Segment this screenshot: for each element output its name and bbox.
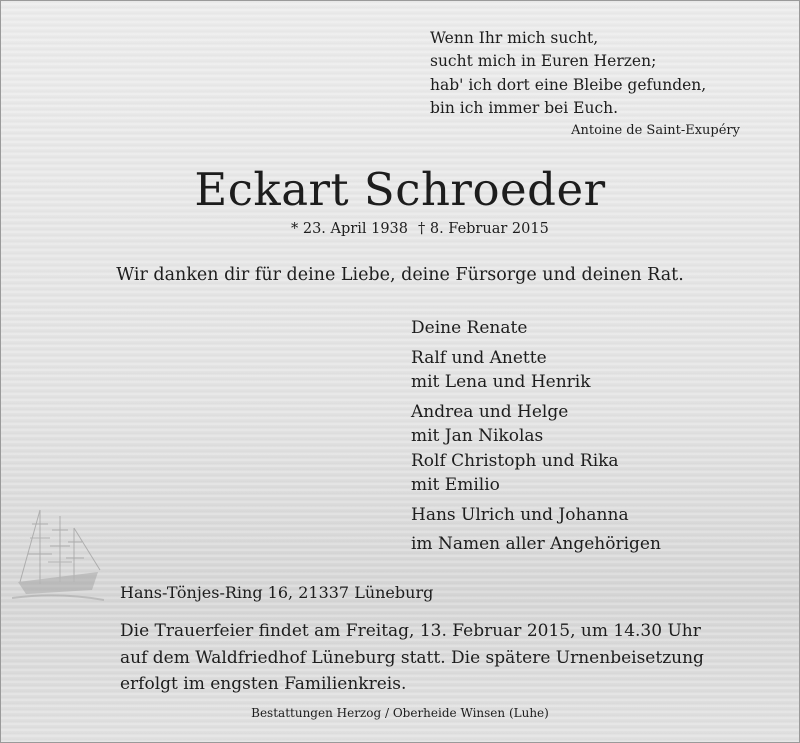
family-member: Rolf Christoph und Rika (411, 450, 619, 471)
address: Hans-Tönjes-Ring 16, 21337 Lüneburg (120, 583, 434, 602)
poem-line: bin ich immer bei Euch. (430, 99, 619, 118)
family-member: Andrea und Helge (411, 401, 569, 422)
life-dates (291, 221, 549, 237)
birth-date: * 23. April 1938 (291, 221, 408, 237)
family-member: mit Lena und Henrik (411, 372, 591, 392)
poem-line: hab' ich dort eine Bleibe gefunden, (430, 75, 707, 94)
family-member: Deine Renate (411, 318, 528, 338)
notice-line: Die Trauerfeier findet am Freitag, 13. Februar 2015, um 14.30 Uhr (120, 621, 701, 641)
notice-line: erfolgt im engsten Familienkreis. (120, 674, 407, 694)
death-date: † 8. Februar 2015 (418, 221, 549, 237)
undertaker-credit: Bestattungen Herzog / Oberheide Winsen (Luhe) (251, 706, 549, 720)
family-member: im Namen aller Angehörigen (411, 534, 661, 554)
deceased-name: Eckart Schroeder (194, 163, 606, 216)
notice-line: auf dem Waldfriedhof Lüneburg statt. Die spätere Urnenbeisetzung (120, 647, 704, 668)
poem-line: sucht mich in Euren Herzen; (430, 52, 657, 71)
sailing-ship-illustration (12, 502, 104, 612)
family-member: mit Jan Nikolas (411, 426, 544, 446)
thanks-message: Wir danken dir für deine Liebe, deine Fürsorge und deinen Rat. (116, 265, 684, 285)
family-list (411, 316, 661, 557)
family-member: Hans Ulrich und Johanna (411, 504, 629, 525)
family-member: Ralf und Anette (411, 347, 547, 368)
poem-author: Antoine de Saint-Exupéry (571, 123, 740, 138)
family-member: mit Emilio (411, 475, 500, 495)
funeral-notice (120, 618, 704, 698)
poem-quote (430, 27, 706, 121)
poem-line: Wenn Ihr mich sucht, (430, 29, 599, 47)
